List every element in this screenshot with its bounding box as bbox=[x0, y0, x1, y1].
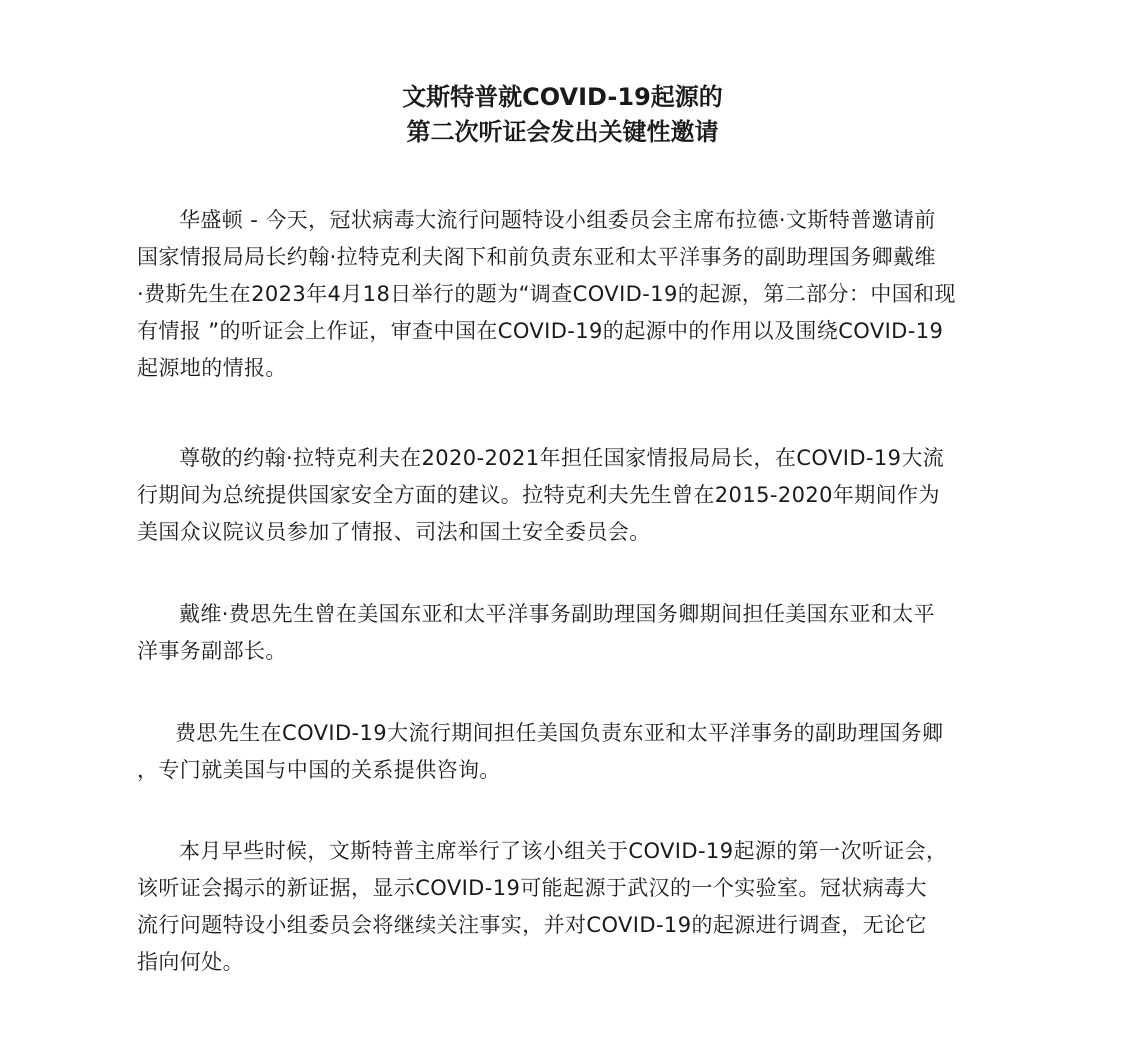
paragraph-line: 流行问题特设小组委员会将继续关注事实，并对COVID-19的起源进行调查，无论它 bbox=[137, 913, 927, 937]
paragraph-feith-role bbox=[137, 715, 987, 789]
paragraph-line: 起源地的情报。 bbox=[137, 356, 287, 380]
paragraph-feith-bio bbox=[137, 596, 987, 670]
paragraph-line: 国家情报局局长约翰·拉特克利夫阁下和前负责东亚和太平洋事务的副助理国务卿戴维 bbox=[137, 245, 936, 269]
paragraph-ratcliffe-bio bbox=[137, 440, 987, 551]
paragraph-line: 华盛顿 - 今天，冠状病毒大流行问题特设小组委员会主席布拉德·文斯特普邀请前 bbox=[179, 208, 936, 232]
paragraph-line: 行期间为总统提供国家安全方面的建议。拉特克利夫先生曾在2015-2020年期间作为 bbox=[137, 483, 940, 507]
paragraph-invitation bbox=[137, 202, 987, 387]
headline-line-1: 文斯特普就COVID-19起源的 bbox=[402, 83, 723, 111]
paragraph-line: 美国众议院议员参加了情报、司法和国土安全委员会。 bbox=[137, 520, 651, 544]
paragraph-line: 该听证会揭示的新证据，显示COVID-19可能起源于武汉的一个实验室。冠状病毒大 bbox=[137, 876, 927, 900]
paragraph-line: ，专门就美国与中国的关系提供咨询。 bbox=[137, 758, 501, 782]
paragraph-line: 有情报 ”的听证会上作证，审查中国在COVID-19的起源中的作用以及围绕COVID-19 bbox=[137, 319, 944, 343]
paragraph-line: 指向何处。 bbox=[137, 950, 244, 974]
paragraph-line: 费思先生在COVID-19大流行期间担任美国负责东亚和太平洋事务的副助理国务卿 bbox=[175, 721, 944, 745]
paragraph-line: 戴维·费思先生曾在美国东亚和太平洋事务副助理国务卿期间担任美国东亚和太平 bbox=[179, 602, 936, 626]
paragraph-line: 洋事务副部长。 bbox=[137, 639, 287, 663]
paragraph-line: 本月早些时候，文斯特普主席举行了该小组关于COVID-19起源的第一次听证会， bbox=[179, 839, 948, 863]
paragraph-first-hearing bbox=[137, 833, 987, 981]
headline-line-2: 第二次听证会发出关键性邀请 bbox=[406, 118, 719, 146]
paragraph-line: ·费斯先生在2023年4月18日举行的题为“调查COVID-19的起源，第二部分：中国和现 bbox=[137, 282, 956, 306]
paragraph-line: 尊敬的约翰·拉特克利夫在2020-2021年担任国家情报局局长，在COVID-19大流 bbox=[179, 446, 945, 470]
